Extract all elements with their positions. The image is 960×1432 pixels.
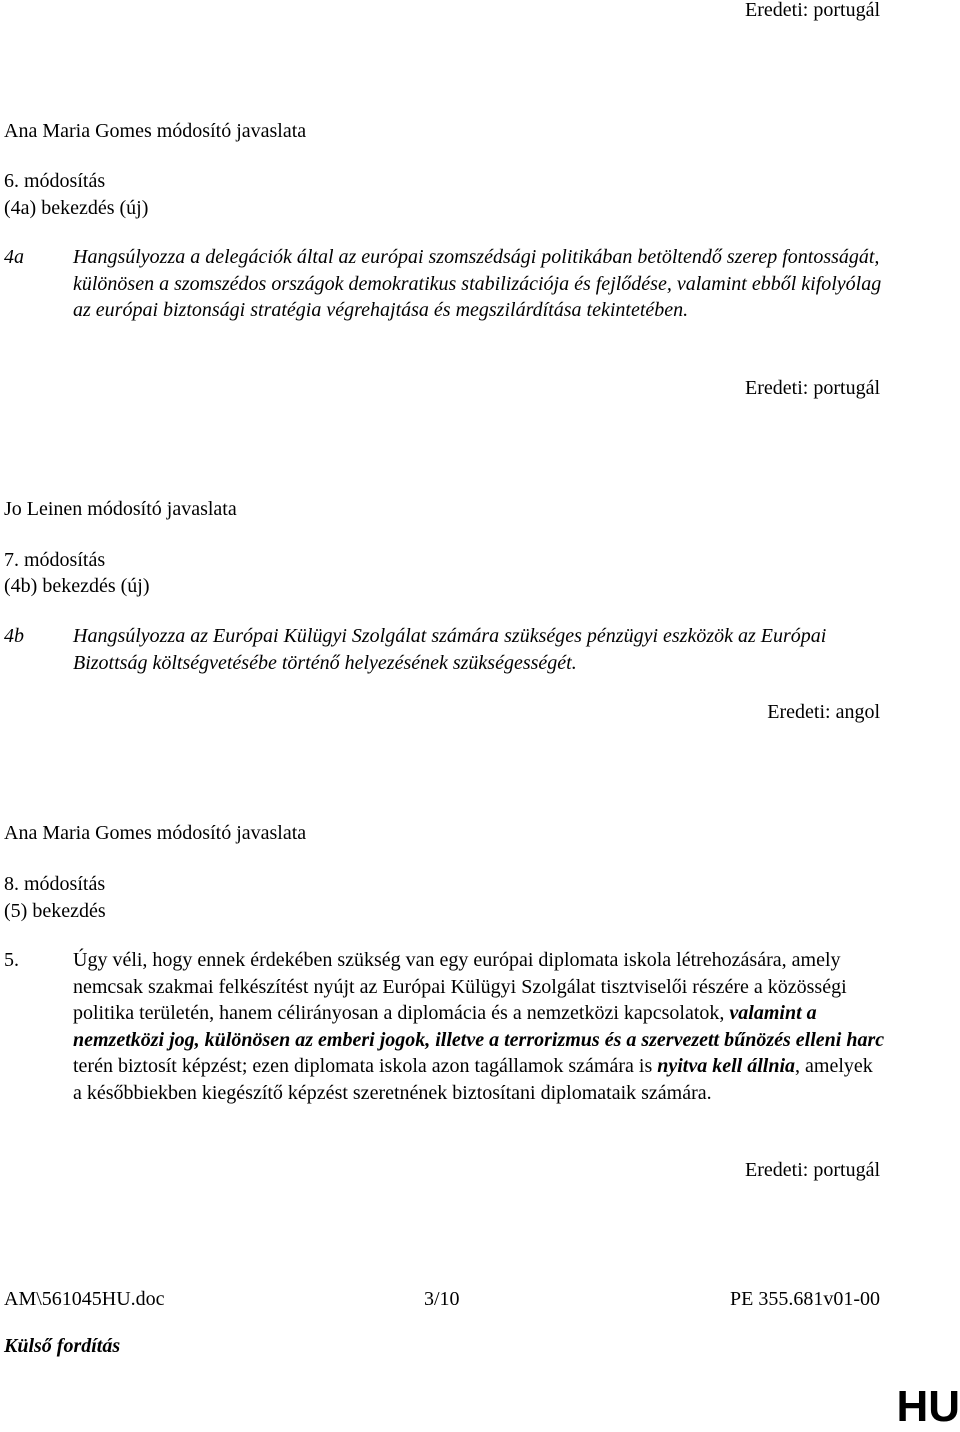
amendment-author: Ana Maria Gomes módosító javaslata [4,822,307,844]
paragraph-number: 4a [4,246,24,268]
footer-pe-reference: PE 355.681v01-00 [730,1288,880,1310]
paragraph-text: Hangsúlyozza a delegációk által az európai szomszédsági politikában betöltendő szerep fontosságát, különösen a szomszédos országok demokratikus stabilizációja és fejlődése, valamint ebből kifolyólag az európai biztonsági stratégia végrehajtása és megszilárdítása tekintetében. [73,246,882,321]
amendment-number: 6. módosítás [4,170,106,192]
paragraph-number: 5. [4,949,19,971]
amendment-number: 7. módosítás [4,549,106,571]
amendment-author: Ana Maria Gomes módosító javaslata [4,120,307,142]
origin-label-top: Eredeti: portugál [745,0,880,21]
paragraph-text-part: Úgy véli, hogy ennek érdekében szükség van egy európai diplomata iskola létrehozására, amely nemcsak szakmai felkészítést nyújt az Európai Külügyi Szolgálat tisztviselői részére a közösségi politika területén, hanem célirányosan a diplomácia és a nemzetközi kapcsolatok, [73,949,847,1024]
paragraph-number: 4b [4,625,24,647]
footer-translation-note: Külső fordítás [4,1335,121,1357]
amendment-author: Jo Leinen módosító javaslata [4,498,237,520]
paragraph-reference: (4b) bekezdés (új) [4,575,150,597]
paragraph-reference: (5) bekezdés [4,900,106,922]
paragraph-reference: (4a) bekezdés (új) [4,197,149,219]
origin-label: Eredeti: portugál [745,1159,880,1181]
paragraph-text-part: terén biztosít képzést; ezen diplomata iskola azon tagállamok számára is [73,1055,658,1077]
paragraph-text [73,947,885,1106]
paragraph-text-emphasis: valamint a nemzetközi jog, különösen az emberi jogok, illetve a terrorizmus és a szervezett bűnözés elleni harc [73,1002,885,1051]
origin-label: Eredeti: portugál [745,377,880,399]
amendment-number: 8. módosítás [4,873,106,895]
footer-page-number: 3/10 [424,1288,460,1310]
language-badge: HU [896,1382,960,1431]
paragraph-text: Hangsúlyozza az Európai Külügyi Szolgálat számára szükséges pénzügyi eszközök az Európai Bizottság költségvetésébe történő helyezésének szükségességét. [73,625,827,674]
footer-doc-reference: AM\561045HU.doc [4,1288,165,1310]
paragraph-text-emphasis: nyitva kell állnia [657,1055,796,1077]
origin-label: Eredeti: angol [767,701,880,723]
paragraph-text-part: , amelyek a későbbiekben kiegészítő képzést szeretnének biztosítani diplomataik számára. [73,1055,873,1104]
